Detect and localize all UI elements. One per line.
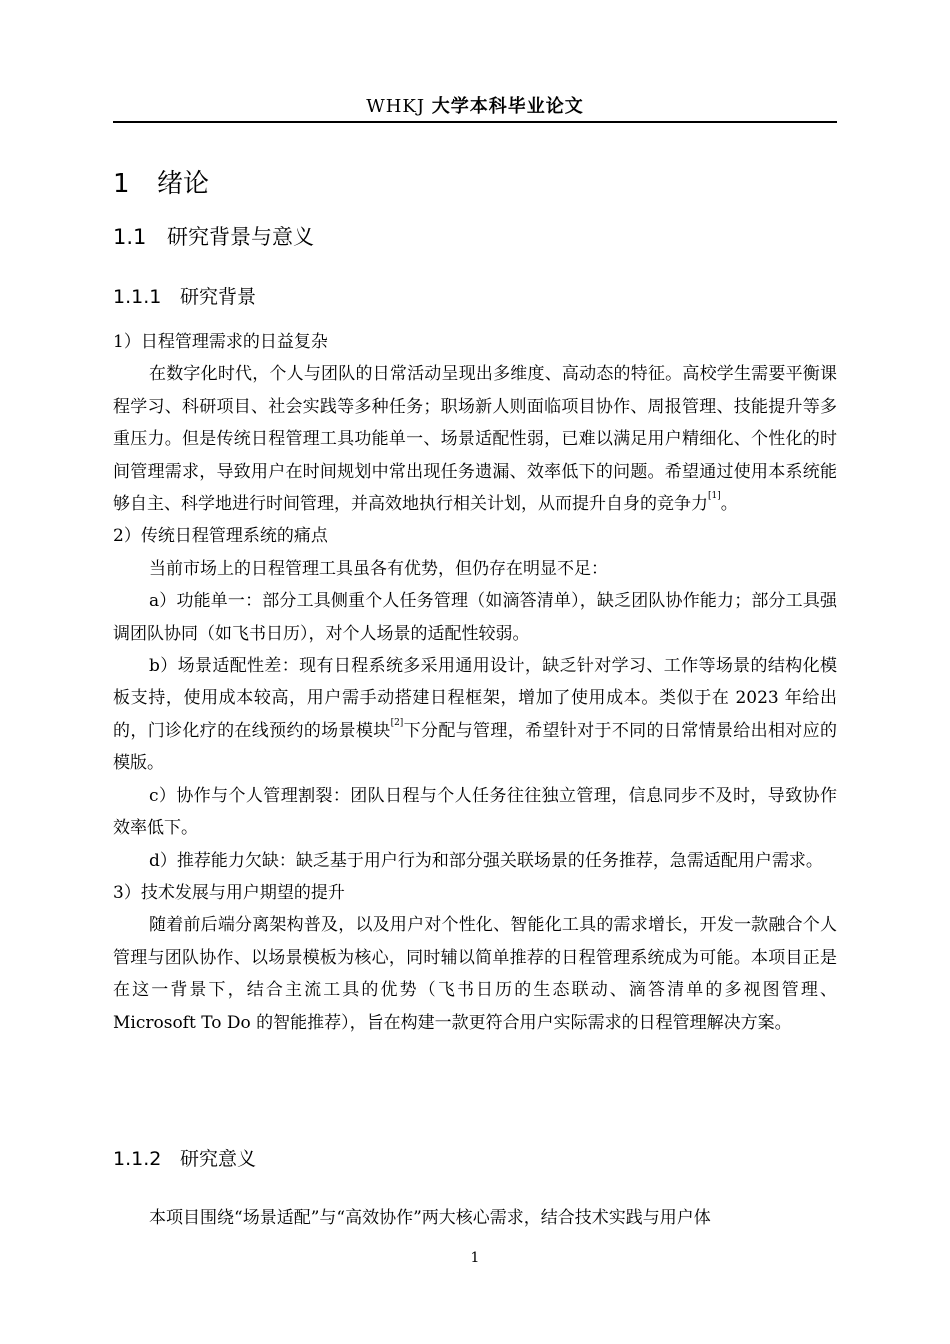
subsection-heading-significance [113, 1145, 256, 1173]
paragraph [113, 358, 837, 520]
running-header [113, 94, 837, 120]
chapter-number: 1 [113, 169, 130, 199]
subsection-number: 1.1.2 [113, 1148, 162, 1170]
chapter-title: 绪论 [157, 169, 210, 199]
list-item-text: b）场景适配性差：现有日程系统多采用通用设计，缺乏针对学习、工作等场景的结构化模板支持，使用成本较高，用户需手动搭建日程框架，增加了使用成本。类似于在 2023 年给出的，门诊化疗的在线预约的场景模块 [113, 656, 837, 741]
page-number: 1 [470, 1250, 480, 1266]
background-body [113, 326, 837, 1039]
subsection-number: 1.1.1 [113, 286, 162, 308]
item-heading-1: 1）日程管理需求的日益复杂 [113, 332, 328, 352]
subsection-title: 研究意义 [180, 1148, 257, 1170]
list-item-d: d）推荐能力欠缺：缺乏基于用户行为和部分强关联场景的任务推荐，急需适配用户需求。 [149, 850, 823, 871]
list-item-a: a）功能单一：部分工具侧重个人任务管理（如滴答清单），缺乏团队协作能力；部分工具强调团队协同（如飞书日历），对个人场景的适配性较弱。 [113, 591, 837, 644]
subsection-title: 研究背景 [180, 286, 257, 308]
item-heading-2: 2）传统日程管理系统的痛点 [113, 526, 328, 547]
paragraph: 当前市场上的日程管理工具虽各有优势，但仍存在明显不足： [149, 558, 608, 579]
section-number: 1.1 [113, 225, 147, 249]
section-heading [113, 222, 314, 252]
header-title: 大学本科毕业论文 [431, 96, 584, 117]
item-heading-3: 3）技术发展与用户期望的提升 [113, 882, 345, 903]
paragraph-end: 。 [720, 494, 738, 515]
significance-body [113, 1202, 837, 1234]
paragraph: 随着前后端分离架构普及，以及用户对个性化、智能化工具的需求增长，开发一款融合个人管理与团队协作、以场景模板为核心，同时辅以简单推荐的日程管理系统成为可能。本项目正是在这一背景下，结合主流工具的优势（飞书日历的生态联动、滴答清单的多视图管理、Microsoft To Do 的智能推荐），旨在构建一款更符合用户实际需求的日程管理解决方案。 [113, 915, 837, 1033]
header-rule [113, 121, 837, 123]
list-item-c: c）协作与个人管理割裂：团队日程与个人任务往往独立管理，信息同步不及时，导致协作效率低下。 [113, 785, 837, 839]
paragraph: 本项目围绕“场景适配”与“高效协作”两大核心需求，结合技术实践与用户体 [149, 1208, 711, 1228]
citation-ref: [2] [390, 717, 404, 728]
header-prefix: WHKJ [366, 96, 426, 117]
paragraph-text: 在数字化时代，个人与团队的日常活动呈现出多维度、高动态的特征。高校学生需要平衡课程学习、科研项目、社会实践等多种任务；职场新人则面临项目协作、周报管理、技能提升等多重压力。但是传统日程管理工具功能单一、场景适配性弱，已难以满足用户精细化、个性化的时间管理需求，导致用户在时间规划中常出现任务遗漏、效率低下的问题。希望通过使用本系统能够自主、科学地进行时间管理，并高效地执行相关计划，从而提升自身的竞争力 [113, 364, 837, 515]
list-item-end: 下分配与管理，希望针对于不同的日常情景给出相对应的模版。 [113, 720, 838, 774]
chapter-heading [113, 167, 209, 201]
list-item-b [113, 650, 837, 780]
citation-ref: [1] [708, 491, 721, 502]
section-title: 研究背景与意义 [167, 225, 314, 249]
subsection-heading-background [113, 283, 256, 311]
